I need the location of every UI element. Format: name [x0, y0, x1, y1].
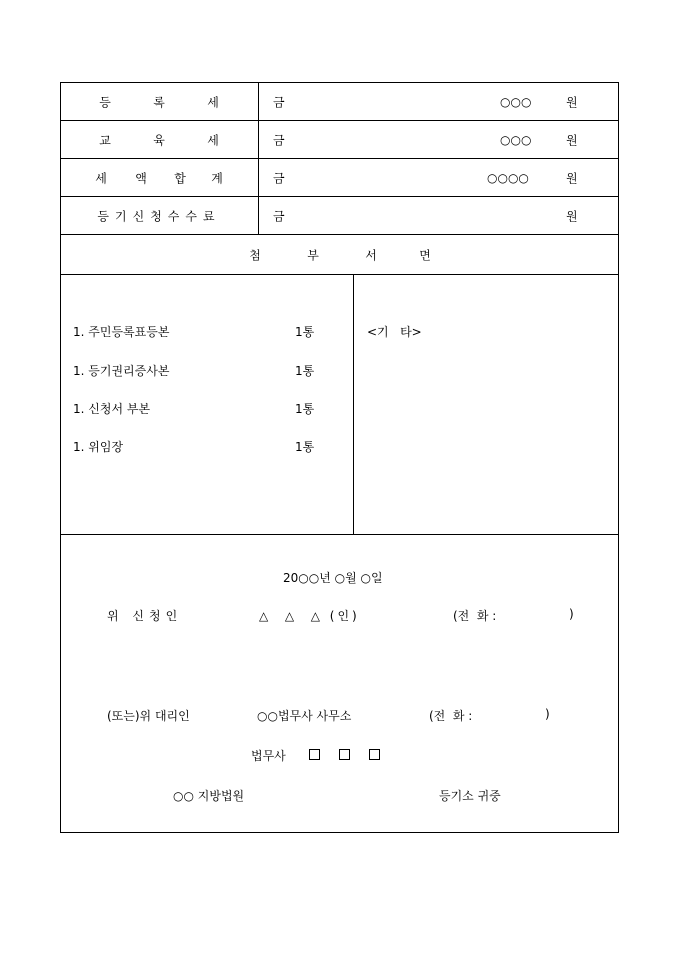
attachments-title-char: 서	[365, 248, 377, 262]
fee-row-filing-fee	[61, 197, 618, 235]
agent-phone-label: (전 화 :	[429, 709, 473, 723]
lawyer-label: 법무사	[251, 749, 286, 763]
fee-label-char: 록	[153, 95, 165, 109]
fee-label-char: 계	[211, 171, 223, 185]
fee-label-cell	[61, 197, 259, 234]
court-name: ○○ 지방법원	[173, 789, 245, 803]
fee-row-education-tax	[61, 121, 618, 159]
attachments-title-char: 면	[419, 248, 431, 262]
attachments-title-row	[61, 235, 618, 275]
attachment-count: 1통	[295, 364, 315, 378]
attachments-title-char: 첨	[249, 248, 261, 262]
applicant-phone-label: (전 화 :	[453, 609, 497, 623]
fee-label-char: 세	[207, 133, 219, 147]
attachments-title-char: 부	[307, 248, 319, 262]
agent-phone-close: )	[545, 707, 550, 721]
fee-prefix: 금	[273, 95, 285, 109]
fee-label-char: 세	[207, 95, 219, 109]
fee-label-cell	[61, 159, 259, 196]
fee-label-char: 액	[135, 171, 147, 185]
attachment-name: 1. 주민등록표등본	[73, 325, 170, 339]
attachment-name: 1. 신청서 부본	[73, 402, 151, 416]
fee-row-registration-tax	[61, 83, 618, 121]
fee-label-text: 등기신청수수료	[97, 209, 221, 223]
fee-label-char: 육	[153, 133, 165, 147]
agent-office: ○○법무사 사무소	[257, 709, 352, 723]
attachment-count: 1통	[295, 402, 315, 416]
fee-prefix: 금	[273, 209, 285, 223]
application-date: 20○○년 ○월 ○일	[283, 571, 383, 585]
other-attachments-label: <기 타>	[367, 325, 422, 339]
fee-prefix: 금	[273, 171, 285, 185]
fee-row-tax-total	[61, 159, 618, 197]
fee-unit: 원	[566, 133, 578, 147]
lawyer-name-box-icon	[309, 748, 320, 762]
fee-label-cell	[61, 83, 259, 120]
attachments-body	[61, 275, 618, 535]
fee-unit: 원	[566, 209, 578, 223]
applicant-name: △ △ △ (인)	[259, 609, 360, 623]
fee-label-cell	[61, 121, 259, 158]
lawyer-name-box-icon	[369, 748, 380, 762]
applicant-label: 위 신청인	[107, 609, 183, 623]
lawyer-name-box-icon	[339, 748, 350, 762]
attachment-name: 1. 위임장	[73, 440, 124, 454]
fee-unit: 원	[566, 95, 578, 109]
fee-label-char: 합	[174, 171, 186, 185]
column-divider	[353, 275, 354, 534]
fee-label-char: 등	[99, 95, 111, 109]
fee-amount: ○○○	[500, 132, 532, 147]
attachment-count: 1통	[295, 325, 315, 339]
fee-unit: 원	[566, 171, 578, 185]
signature-section	[61, 535, 618, 834]
fee-amount: ○○○○	[487, 170, 529, 185]
fee-label-char: 세	[95, 171, 107, 185]
fee-label-char: 교	[99, 133, 111, 147]
agent-label: (또는)위 대리인	[107, 709, 190, 723]
fee-prefix: 금	[273, 133, 285, 147]
fee-amount: ○○○	[500, 94, 532, 109]
registration-application-form	[60, 82, 619, 833]
attachment-count: 1통	[295, 440, 315, 454]
applicant-phone-close: )	[569, 607, 574, 621]
attachment-name: 1. 등기권리증사본	[73, 364, 170, 378]
registry-office: 등기소 귀중	[439, 789, 501, 803]
